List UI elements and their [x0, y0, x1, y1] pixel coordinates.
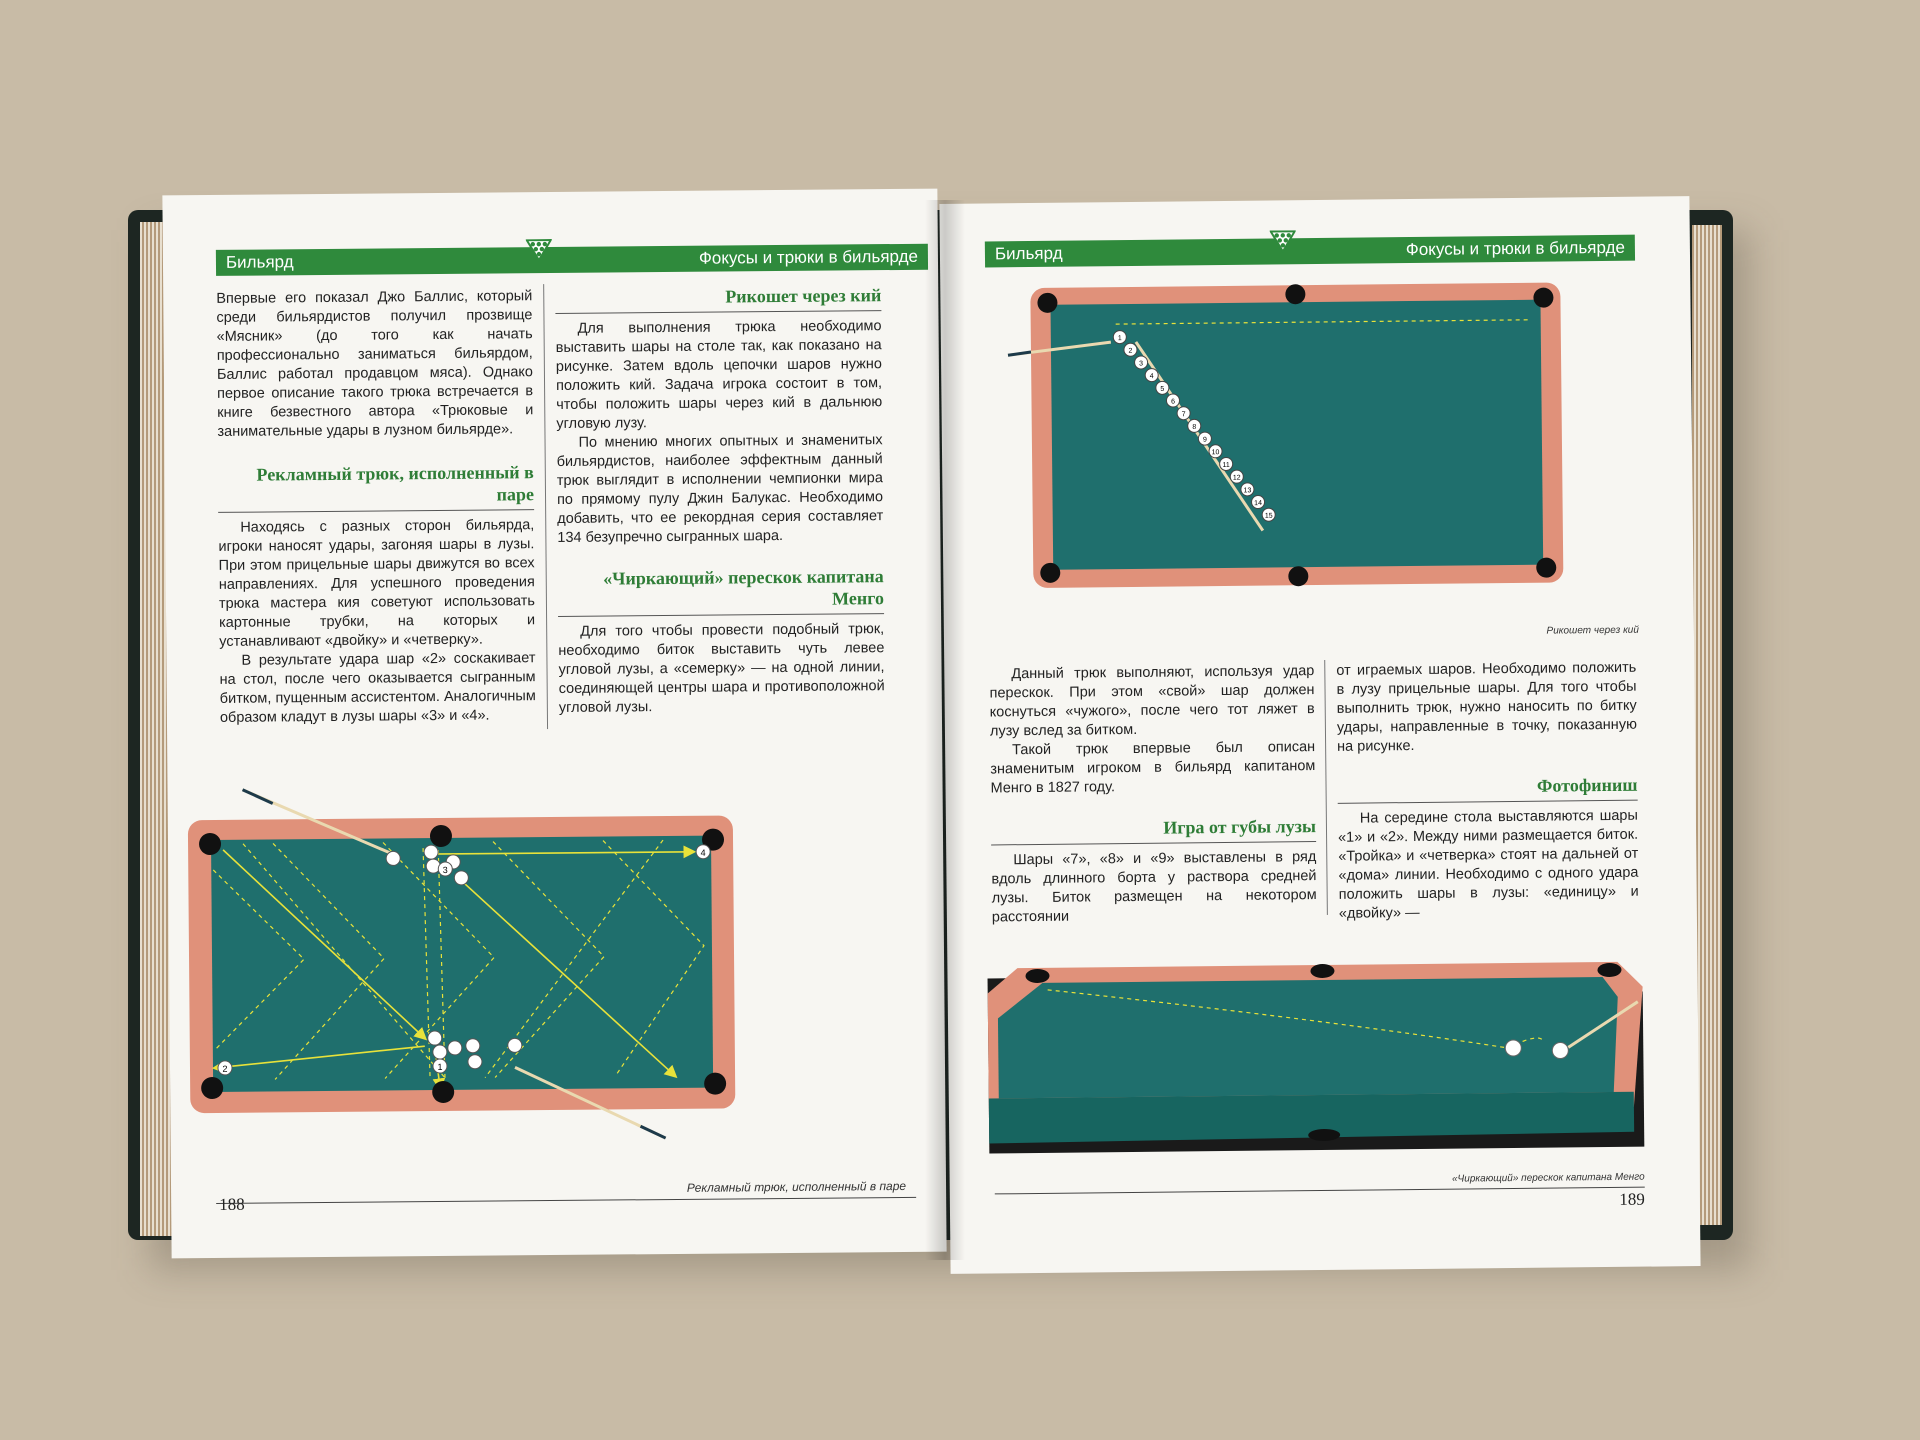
- heading-rule: [558, 613, 884, 617]
- header-right-title: Фокусы и трюки в бильярде: [698, 246, 919, 268]
- ball-2-label: 2: [1128, 347, 1133, 355]
- object-ball: [1505, 1040, 1521, 1056]
- ball-11-label: 11: [1222, 461, 1230, 470]
- ball-3-label: 3: [1139, 360, 1144, 368]
- page-number: 188: [219, 1194, 245, 1214]
- right-page: [939, 196, 1700, 1274]
- mengo-table-diagram: [977, 931, 1659, 1173]
- ball-12-label: 12: [1232, 474, 1241, 482]
- right-column: [1336, 659, 1639, 924]
- running-header: [985, 235, 1635, 268]
- header-left-title: Бильярд: [225, 252, 294, 272]
- figure-caption: Рекламный трюк, исполненный в паре: [686, 1178, 907, 1195]
- paragraph: По мнению многих опытных и знаменитых бильярдистов, наиболее эффектным данный трюк выглядит в исполнении чемпионки мира по прямому пулу Джин Балукас. Необходимо добавить, что ее рекордная серия составляет 134 безупречно сыгранных шара.: [556, 432, 884, 546]
- heading-ricochet: Рикошет через кий: [725, 285, 882, 307]
- footer-rule: [216, 1197, 916, 1204]
- heading-rule: [218, 509, 534, 513]
- heading-photofinish: Фотофиниш: [1536, 774, 1638, 796]
- header-right-title: Фокусы и трюки в бильярде: [1405, 237, 1626, 260]
- ball-3-label: 3: [442, 864, 448, 875]
- column-divider: [543, 284, 548, 729]
- ball-15-label: 15: [1264, 512, 1273, 520]
- ball-7-label: 7: [1181, 411, 1186, 419]
- footer-rule: [995, 1187, 1645, 1195]
- ball-14-label: 14: [1254, 499, 1263, 508]
- header-left-title: Бильярд: [994, 243, 1063, 264]
- book-gutter-shadow: [925, 200, 965, 1260]
- running-header: [216, 244, 928, 276]
- ball-4-label: 4: [1149, 373, 1154, 381]
- left-column: [989, 662, 1317, 927]
- intro-paragraph: Впервые его показал Джо Баллис, который среди бильярдистов получил прозвище «Мясник» (до того как начать профессионально заниматься бильярдом, Баллис работал продавцом мяса). Однако первое описание такого трюка встречается в книге безвестного автора «Трюковые и занимательные удары в лузном бильярде».: [216, 288, 534, 440]
- left-column: [216, 287, 536, 728]
- heading-rule: [555, 310, 881, 314]
- paragraph: Шары «7», «8» и «9» выставлены в ряд вдоль длинного борта у раствора средней лузы. Биток размещен на некотором расстоянии: [991, 849, 1317, 926]
- billiard-rack-icon: [1270, 230, 1296, 252]
- paragraph: от играемых шаров. Необходимо положить в лузу прицельные шары. Для того чтобы выполнить трюк, нужно наносить по битку удары, направленные в точку, показанную на рисунке.: [1336, 659, 1637, 755]
- paragraph: Для выполнения трюка необходимо выставить шары на столе так, как показано на рисунке. Затем вдоль цепочки шаров нужно положить кий. Задача игрока состоит в том, чтобы положить шары через кий в дальнюю угловую лузу.: [555, 318, 883, 432]
- ball-10-label: 10: [1211, 449, 1220, 457]
- paragraph: Данный трюк выполняют, используя удар перескок. При этом «свой» шар должен коснуться «чужого», после чего тот ляжет в лузу вслед за битком.: [989, 663, 1315, 740]
- figure-caption: Рикошет через кий: [1546, 624, 1639, 637]
- paragraph: На середине стола выставляются шары «1» и «2». Между ними размещается биток. «Тройка» и «четверка» стоят на дальней от «дома» линии. Необходимо с одного удара положить шары в лузы: «единицу» и «двойку» —: [1337, 807, 1639, 922]
- ball-1-label: 1: [1117, 335, 1122, 343]
- ball-2-label: 2: [222, 1063, 228, 1074]
- heading-pocket-lip: Игра от губы лузы: [1163, 816, 1317, 838]
- cue-ball: [1552, 1042, 1568, 1058]
- figure-caption: «Чиркающий» перескок капитана Менго: [1451, 1171, 1645, 1185]
- ball-5-label: 5: [1160, 385, 1165, 393]
- page-number: 189: [1619, 1189, 1645, 1209]
- column-divider: [1324, 660, 1328, 915]
- ball-1-label: 1: [437, 1061, 443, 1073]
- ricochet-table-diagram: [985, 277, 1568, 603]
- billiard-rack-icon: [526, 239, 552, 261]
- right-column: [555, 284, 885, 718]
- left-page: [162, 189, 946, 1259]
- heading-advert-trick: Рекламный трюк, исполненный в паре: [256, 462, 535, 505]
- heading-mengo: «Чиркающий» перескок капитана Менго: [603, 566, 885, 609]
- ball-4-label: 4: [700, 847, 706, 858]
- ball-9-label: 9: [1202, 436, 1207, 444]
- ball-13-label: 13: [1243, 487, 1252, 495]
- paragraph: Находясь с разных сторон бильярда, игроки наносят удары, загоняя шары в лузы. При этом прицельные шары движутся во всех направлениях. Для успешного проведения трюка мастера кия советуют использовать картонные трубки, на которых и устанавливают «двойку» и «четверку».: [218, 517, 536, 650]
- heading-rule: [991, 841, 1316, 845]
- advert-trick-table-diagram: [182, 775, 745, 1160]
- heading-rule: [1338, 800, 1638, 804]
- ball-6-label: 6: [1171, 398, 1175, 406]
- paragraph: Для того чтобы провести подобный трюк, необходимо биток выставить чуть левее угловой лузы, а «семерку» — на одной линии, соединяющей центры шара и противоположной угловой лузы.: [558, 621, 885, 716]
- paragraph: В результате удара шар «2» соскакивает на стол, после чего оказывается сыгранным битком, пущенным ассистентом. Аналогичным образом кладут в лузы шары «3» и «4».: [219, 650, 536, 726]
- ball-8-label: 8: [1192, 423, 1197, 431]
- paragraph: Такой трюк впервые был описан знаменитым игроком в бильярд капитаном Менго в 1827 году.: [990, 739, 1316, 797]
